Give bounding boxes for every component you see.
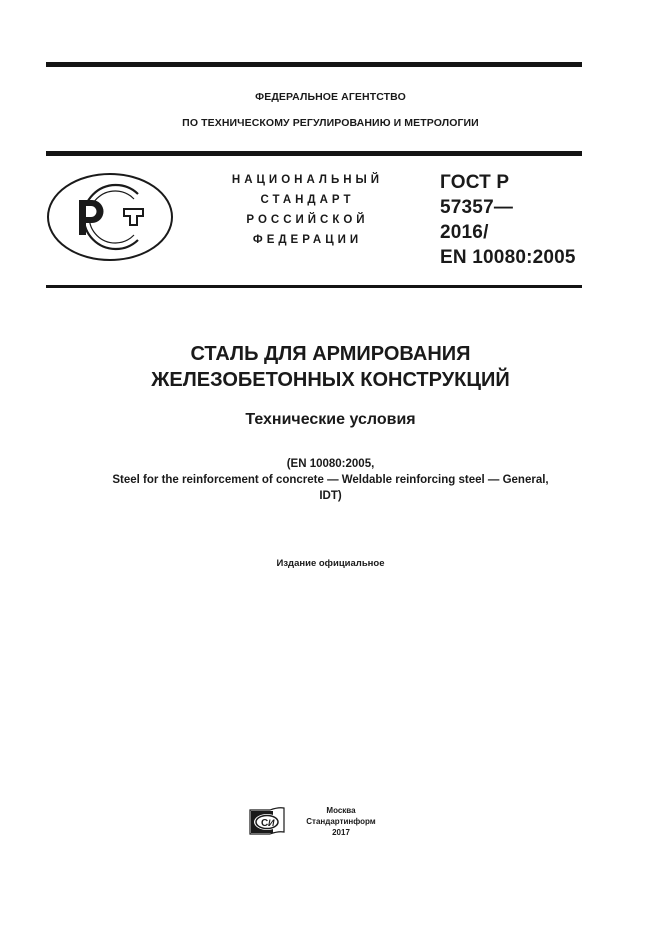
national-line-1: НАЦИОНАЛЬНЫЙ [231,174,384,186]
equivalent-line-2: Steel for the reinforcement of concrete — Weldable reinforcing steel — General, [112,474,549,486]
national-line-4: ФЕДЕРАЦИИ [252,234,363,246]
national-line-3: РОССИЙСКОЙ [246,214,369,226]
title-line-2: ЖЕЛЕЗОБЕТОННЫХ КОНСТРУКЦИЙ [151,369,510,391]
equivalent-standard [0,456,661,504]
agency-name-line-1: ФЕДЕРАЛЬНОЕ АГЕНТСТВО [255,91,406,103]
document-subtitle: Технические условия [245,411,416,428]
designation-line-1: ГОСТ Р [440,172,510,193]
top-rule [46,62,582,67]
standartinform-logo-icon [248,806,286,836]
edition-label: Издание официальное [276,558,385,569]
designation-line-2: 57357— [440,197,514,218]
publisher-info [296,805,386,838]
standard-designation [440,170,576,270]
bottom-rule [46,285,582,288]
publisher-city: Москва [326,806,356,815]
rst-gost-logo-icon [46,172,174,262]
publisher-name: Стандартинформ [306,817,376,826]
designation-line-3: 2016/ [440,222,489,243]
designation-line-4: EN 10080:2005 [440,247,576,268]
middle-rule [46,151,582,156]
svg-text:С: С [261,818,269,829]
document-title [0,341,661,393]
agency-name-line-2: ПО ТЕХНИЧЕСКОМУ РЕГУЛИРОВАНИЮ И МЕТРОЛОГИИ [182,117,479,129]
equivalent-line-3: IDT) [319,490,342,502]
publisher-year: 2017 [332,828,350,837]
national-line-2: СТАНДАРТ [260,194,355,206]
equivalent-line-1: (EN 10080:2005, [286,458,375,470]
title-line-1: СТАЛЬ ДЛЯ АРМИРОВАНИЯ [190,343,471,365]
svg-text:И: И [268,818,275,828]
national-standard-label [210,170,405,250]
